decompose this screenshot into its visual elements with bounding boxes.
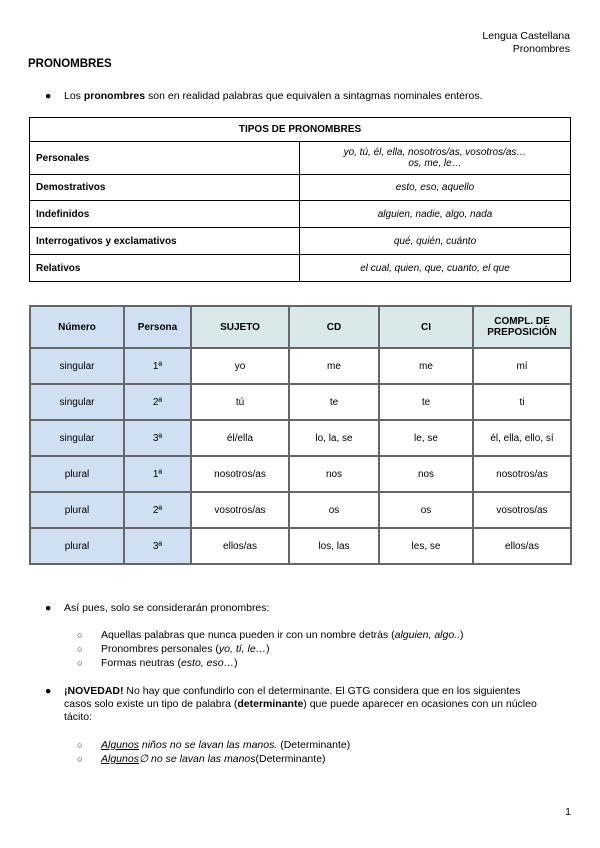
- table-row: singular 2ª tú te te ti: [30, 384, 571, 420]
- header-topic: Pronombres: [512, 43, 570, 55]
- table-header-row: Número Persona SUJETO CD CI COMPL. DE PREPOSICIÓN: [30, 306, 571, 348]
- bullet-dot: ●: [45, 685, 52, 697]
- table-row: Personales yo, tú, él, ella, nosotros/as, vosotros/as… os, me, le…: [30, 142, 571, 175]
- personal-pronouns-table: [29, 305, 572, 565]
- conclusion-bullet: ● Así pues, solo se considerarán pronombres:: [45, 602, 270, 614]
- example-item: ○ Algunos niños no se lavan las manos. (Determinante): [77, 739, 351, 751]
- table-row: plural 1ª nosotros/as nos nos nosotros/as: [30, 456, 571, 492]
- table-row: Indefinidos alguien, nadie, algo, nada: [30, 201, 571, 228]
- novedad-bullet: ● ¡NOVEDAD! No hay que confundirlo con el determinante. El GTG considera que en los siguientes casos solo existe un tipo de palabra (determinante) que puede aparecer en ocasiones con un núcleo tácito:: [45, 685, 537, 723]
- pronoun-types-table: [29, 117, 571, 282]
- circle-bullet-icon: ○: [77, 658, 83, 668]
- table-row: singular 1ª yo me me mí: [30, 348, 571, 384]
- table-row: Relativos el cual, quien, que, cuanto, el que: [30, 255, 571, 282]
- page-number: 1: [565, 806, 571, 818]
- list-item: ○ Aquellas palabras que nunca pueden ir con un nombre detrás (alguien, algo..): [77, 629, 464, 641]
- list-item: ○ Formas neutras (esto, eso…): [77, 657, 238, 669]
- example-item: ○ Algunos∅ no se lavan las manos(Determinante): [77, 753, 326, 765]
- list-item: ○ Pronombres personales (yo, tí, le…): [77, 643, 270, 655]
- table-row: Demostrativos esto, eso, aquello: [30, 175, 571, 201]
- table-row: plural 3ª ellos/as los, las les, se ellos/as: [30, 528, 571, 564]
- header-subject: Lengua Castellana: [482, 30, 570, 42]
- intro-bullet: ● Los pronombres son en realidad palabras que equivalen a sintagmas nominales enteros.: [45, 90, 483, 102]
- page-title: PRONOMBRES: [28, 58, 112, 70]
- table-row: singular 3ª él/ella lo, la, se le, se él, ella, ello, sí: [30, 420, 571, 456]
- circle-bullet-icon: ○: [77, 740, 83, 750]
- bullet-dot: ●: [45, 602, 52, 614]
- circle-bullet-icon: ○: [77, 644, 83, 654]
- types-table-header: TIPOS DE PRONOMBRES: [30, 118, 571, 142]
- table-row: plural 2ª vosotros/as os os vosotros/as: [30, 492, 571, 528]
- table-row: Interrogativos y exclamativos qué, quién, cuánto: [30, 228, 571, 255]
- circle-bullet-icon: ○: [77, 630, 83, 640]
- circle-bullet-icon: ○: [77, 754, 83, 764]
- bullet-dot: ●: [45, 90, 52, 102]
- document-header: [482, 30, 570, 56]
